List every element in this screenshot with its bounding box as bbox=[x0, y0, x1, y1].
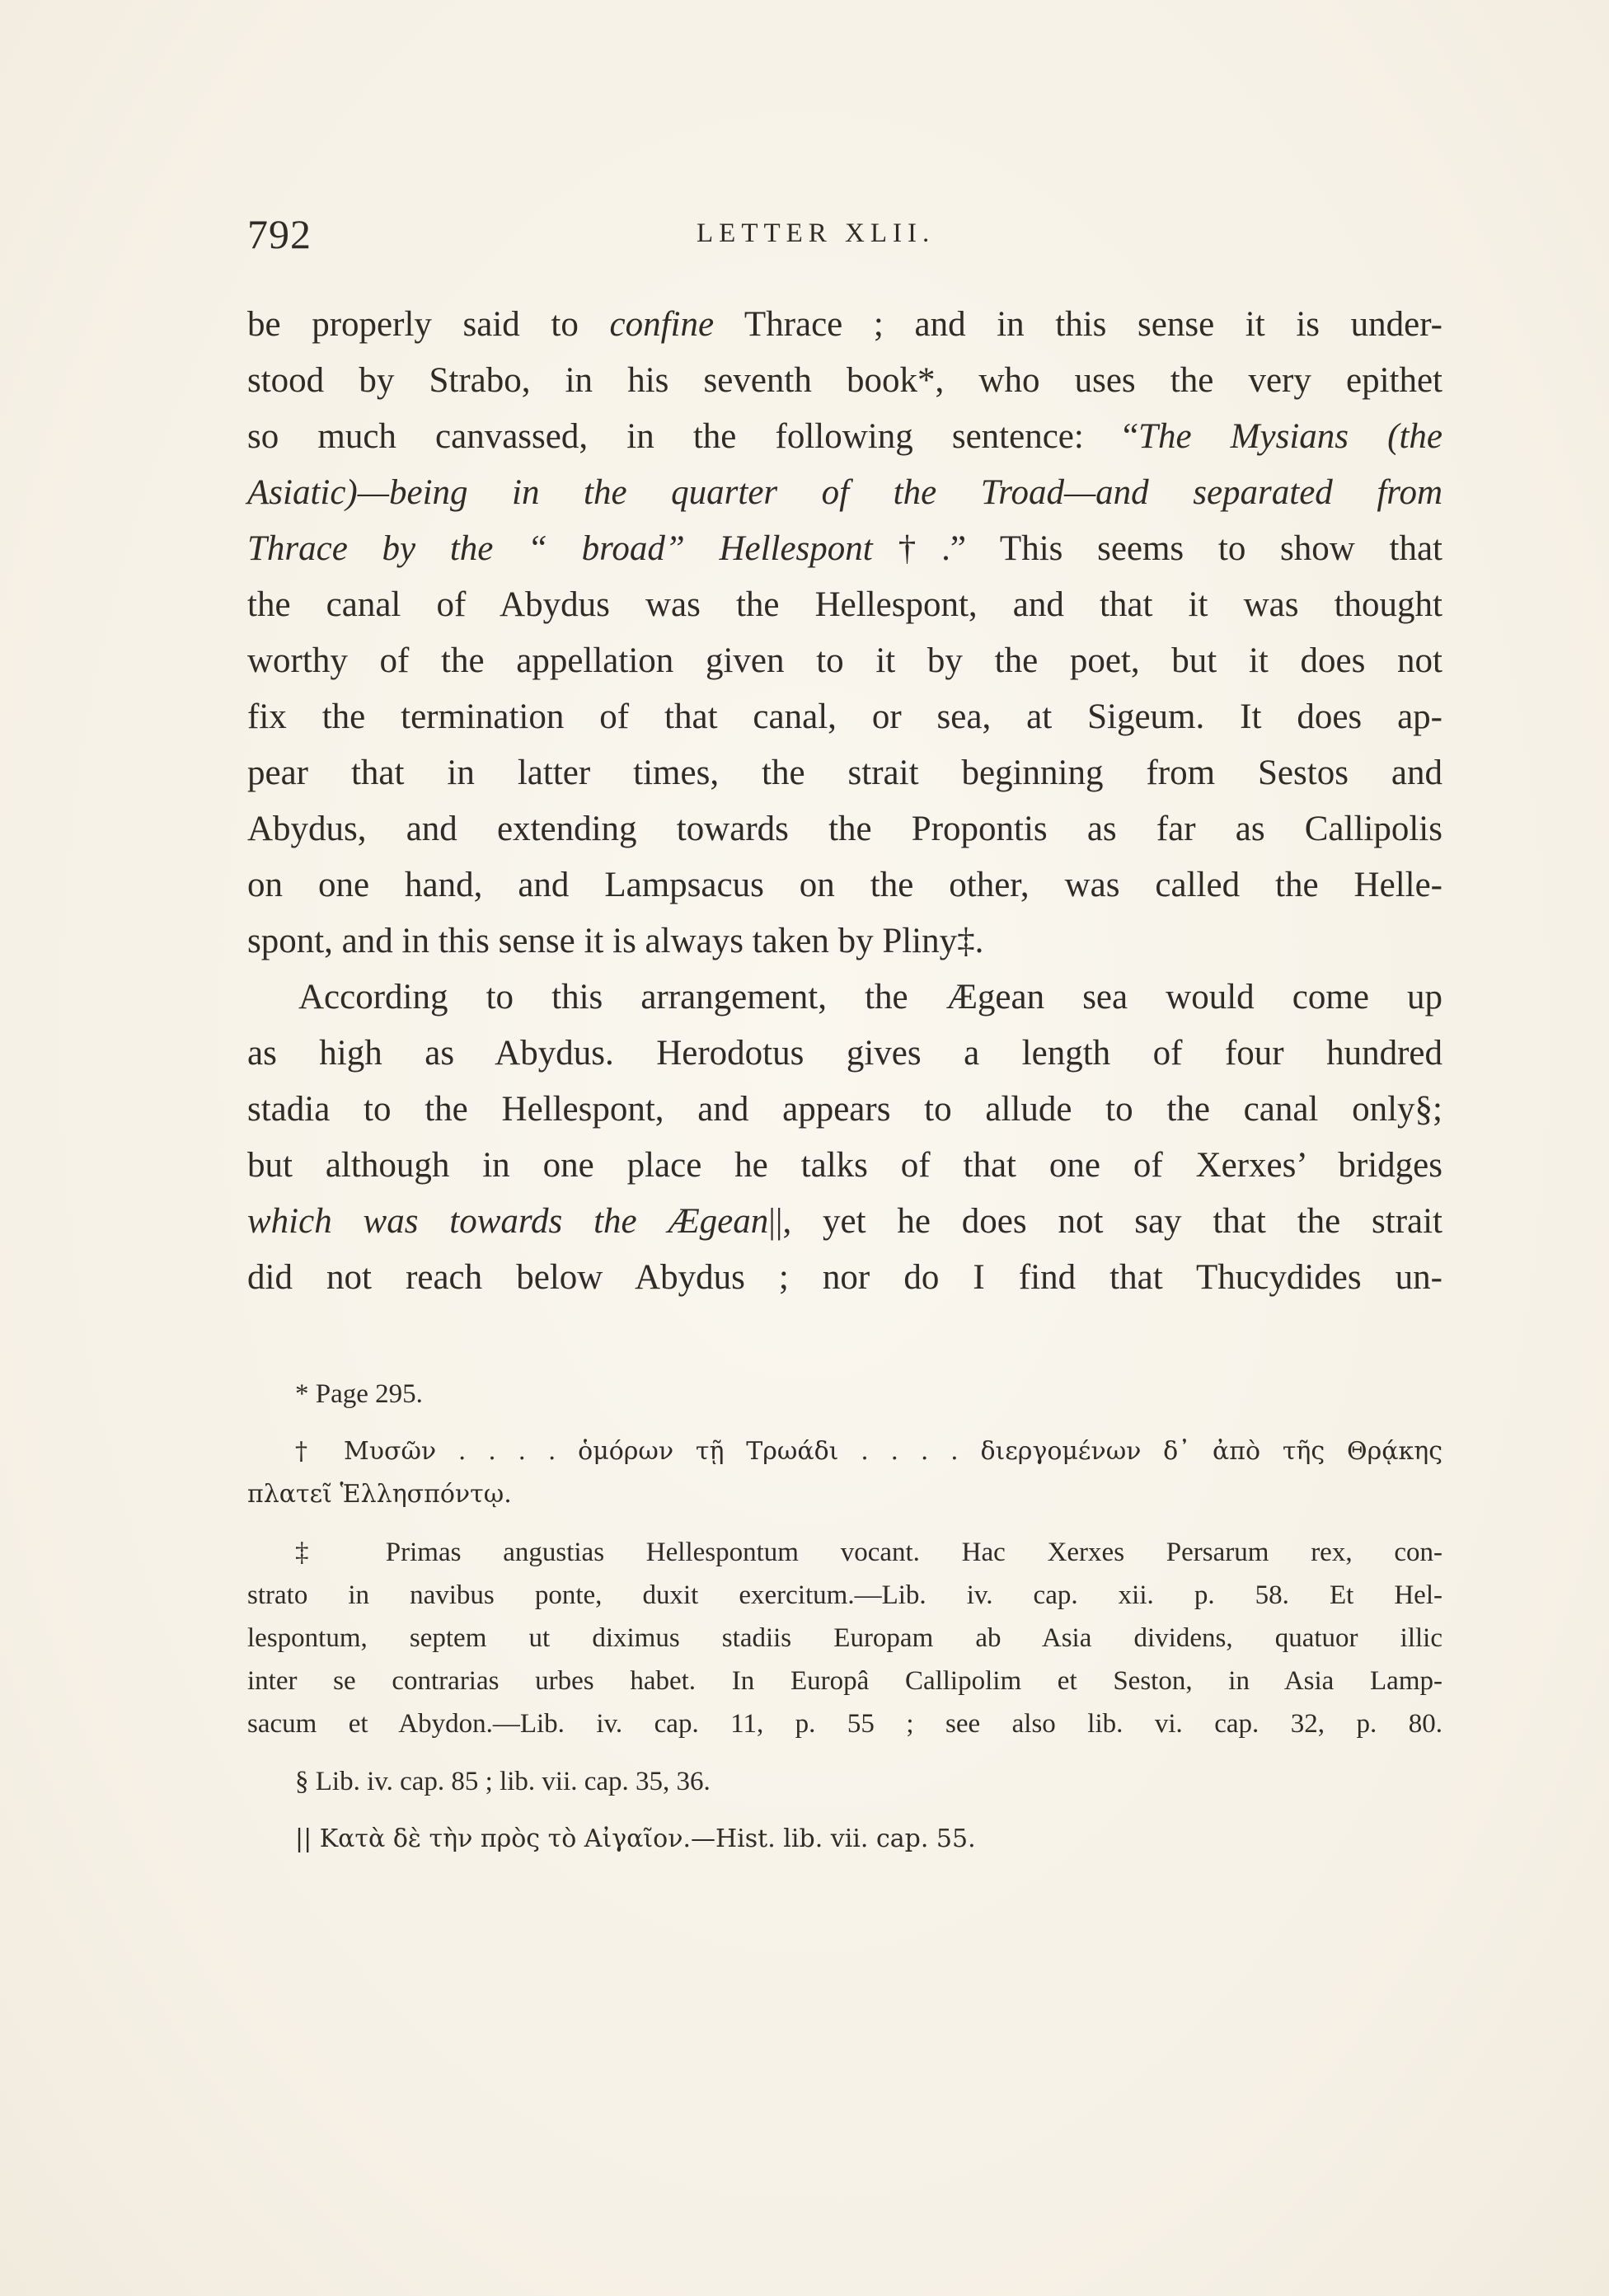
footnote-dagger-greek: † Μυσῶν . . . . ὁμόρων τῇ Τρωάδι . . . . διεργομένων δ᾽ ἀπὸ τῆς Θρᾴκης bbox=[295, 1437, 1442, 1466]
body-line: which was towards the Ægean||, yet he does not say that the strait bbox=[247, 1202, 1442, 1241]
footnote-double-dagger-line: lespontum, septem ut diximus stadiis Europam ab Asia dividens, quatuor illic bbox=[247, 1623, 1442, 1653]
body-line: stood by Strabo, in his seventh book*, who uses the very epithet bbox=[247, 361, 1442, 400]
body-line: Thrace by the “ broad” Hellespont†.” This seems to show that bbox=[247, 529, 1443, 568]
body-line: be properly said to confine Thrace ; and in this sense it is under- bbox=[247, 305, 1442, 344]
footnote-double-dagger-line: strato in navibus ponte, duxit exercitum.—Lib. iv. cap. xii. p. 58. Et Hel- bbox=[247, 1580, 1442, 1610]
body-line: on one hand, and Lampsacus on the other, was called the Helle- bbox=[247, 866, 1442, 904]
body-line: did not reach below Abydus ; nor do I find that Thucydides un- bbox=[247, 1258, 1442, 1297]
body-line: Asiatic)—being in the quarter of the Troad—and separated from bbox=[247, 473, 1442, 512]
footnote-star: * Page 295. bbox=[295, 1379, 423, 1409]
footnote-double-dagger: ‡ Primas angustias Hellespontum vocant. Hac Xerxes Persarum rex, con- bbox=[295, 1538, 1442, 1567]
body-text bbox=[247, 297, 1442, 1306]
running-head-title: LETTER XLII. bbox=[697, 218, 936, 248]
body-line: pear that in latter times, the strait beginning from Sestos and bbox=[247, 754, 1442, 792]
body-line: fix the termination of that canal, or sea, at Sigeum. It does ap- bbox=[247, 697, 1442, 736]
footnote-dagger-greek-cont: πλατεῖ Ἑλλησπόντῳ. bbox=[247, 1480, 512, 1509]
footnote-section: § Lib. iv. cap. 85 ; lib. vii. cap. 35, 36. bbox=[295, 1767, 711, 1796]
page-number: 792 bbox=[247, 211, 312, 257]
footnote-double-dagger-line: sacum et Abydon.—Lib. iv. cap. 11, p. 55 ; see also lib. vi. cap. 32, p. 80. bbox=[247, 1709, 1442, 1739]
footnote-double-dagger-line: inter se contrarias urbes habet. In Europâ Callipolim et Seston, in Asia Lamp- bbox=[247, 1666, 1442, 1696]
body-line: stadia to the Hellespont, and appears to allude to the canal only§; bbox=[247, 1090, 1442, 1129]
body-line: the canal of Abydus was the Hellespont, and that it was thought bbox=[247, 585, 1442, 624]
footnote-parallel: || Κατὰ δὲ τὴν πρὸς τὸ Αἰγαῖον.—Hist. lib. vii. cap. 55. bbox=[295, 1824, 976, 1853]
body-line: According to this arrangement, the Ægean sea would come up bbox=[298, 978, 1442, 1017]
body-line: but although in one place he talks of that one of Xerxes’ bridges bbox=[247, 1146, 1442, 1185]
footnotes bbox=[247, 1373, 1442, 1861]
running-header bbox=[247, 210, 1442, 260]
body-line: spont, and in this sense it is always taken by Pliny‡. bbox=[247, 922, 984, 960]
body-line: Abydus, and extending towards the Propontis as far as Callipolis bbox=[247, 810, 1442, 848]
body-line: worthy of the appellation given to it by the poet, but it does not bbox=[247, 641, 1442, 680]
body-line: so much canvassed, in the following sentence: “The Mysians (the bbox=[247, 417, 1442, 456]
body-line: as high as Abydus. Herodotus gives a length of four hundred bbox=[247, 1034, 1442, 1073]
